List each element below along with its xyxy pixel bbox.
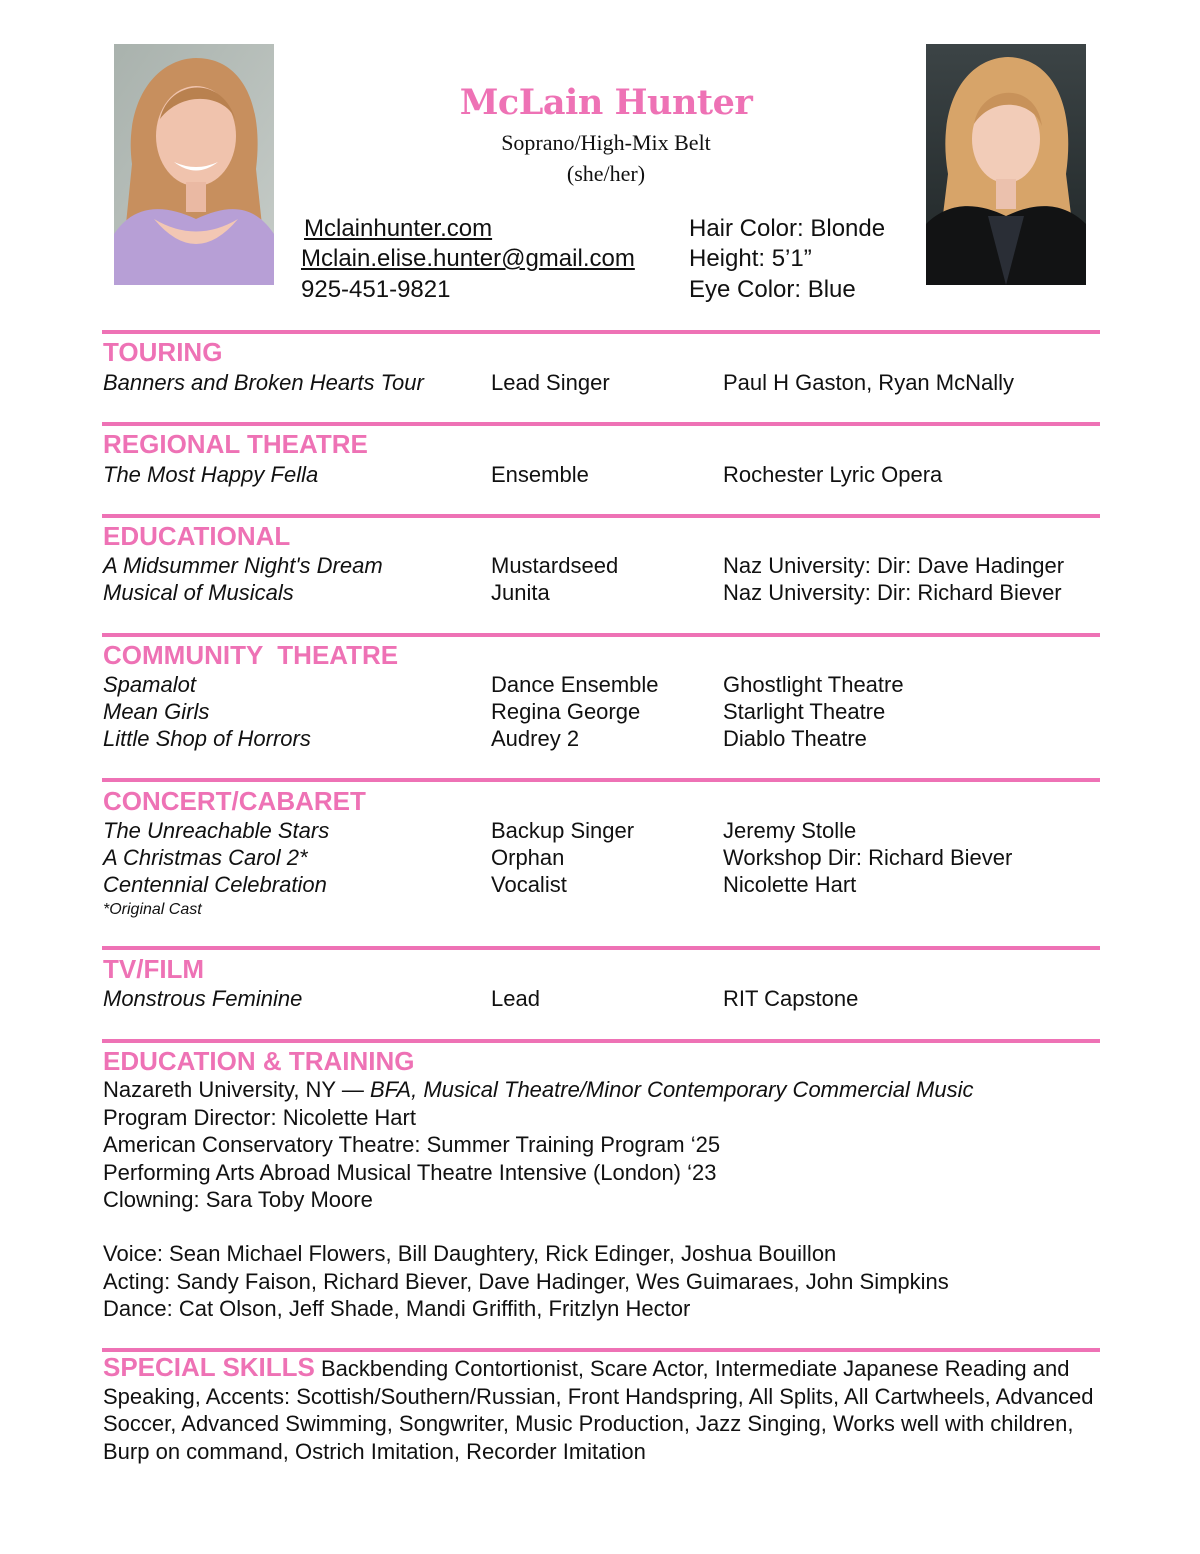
role: Junita xyxy=(491,580,550,605)
section-title-educational: EDUCATIONAL xyxy=(103,521,291,551)
section-title-tvfilm: TV/FILM xyxy=(103,954,205,984)
credit-row xyxy=(103,844,1103,871)
role: Dance Ensemble xyxy=(491,672,659,697)
show-title: The Unreachable Stars xyxy=(103,818,330,843)
section-title-community: COMMUNITY THEATRE xyxy=(103,640,399,670)
credit-row xyxy=(103,985,1103,1012)
voice-teachers: Voice: Sean Michael Flowers, Bill Daughtery, Rick Edinger, Joshua Bouillon xyxy=(103,1241,837,1266)
pronouns: (she/her) xyxy=(566,161,646,186)
section-divider xyxy=(102,633,1100,637)
email-link[interactable]: Mclain.elise.hunter@gmail.com xyxy=(301,245,635,272)
section-title-regional: REGIONAL THEATRE xyxy=(103,429,368,459)
original-cast-note: *Original Cast xyxy=(103,901,202,918)
section-divider xyxy=(102,330,1100,334)
show-title: A Midsummer Night's Dream xyxy=(103,553,383,578)
show-title: A Christmas Carol 2* xyxy=(103,845,308,870)
credit-row xyxy=(103,369,1103,396)
section-title-skills: SPECIAL SKILLS xyxy=(103,1352,315,1382)
role: Audrey 2 xyxy=(491,726,580,751)
voice-type: Soprano/High-Mix Belt xyxy=(501,130,711,155)
section-title-concert: CONCERT/CABARET xyxy=(103,786,366,816)
show-title: Little Shop of Horrors xyxy=(103,726,311,751)
credit-row xyxy=(103,552,1103,579)
credit-row xyxy=(103,461,1103,488)
show-title: Musical of Musicals xyxy=(103,580,294,605)
acting-teachers: Acting: Sandy Faison, Richard Biever, Dave Hadinger, Wes Guimaraes, John Simpkins xyxy=(103,1269,949,1294)
credit-row xyxy=(103,579,1103,606)
company: Starlight Theatre xyxy=(723,699,886,724)
school: Nazareth University, NY — xyxy=(103,1077,370,1102)
height: Height: 5’1” xyxy=(689,245,812,272)
role: Lead Singer xyxy=(491,370,610,395)
role: Ensemble xyxy=(491,462,589,487)
headshot-leather-jacket xyxy=(926,44,1086,285)
credit-row xyxy=(103,871,1103,898)
role: Vocalist xyxy=(491,872,567,897)
show-title: Mean Girls xyxy=(103,699,210,724)
eye-color: Eye Color: Blue xyxy=(689,276,856,303)
training-line: Program Director: Nicolette Hart xyxy=(103,1105,416,1130)
performer-name: McLain Hunter xyxy=(459,82,753,123)
section-divider xyxy=(102,514,1100,518)
show-title: Monstrous Feminine xyxy=(103,986,303,1011)
company: Naz University: Dir: Richard Biever xyxy=(723,580,1062,605)
hair-color: Hair Color: Blonde xyxy=(689,215,886,242)
role: Lead xyxy=(491,986,540,1011)
credit-row xyxy=(103,817,1103,844)
role: Regina George xyxy=(491,699,641,724)
credit-row xyxy=(103,671,1103,698)
role: Backup Singer xyxy=(491,818,635,843)
show-title: Centennial Celebration xyxy=(103,872,327,897)
company: Paul H Gaston, Ryan McNally xyxy=(723,370,1014,395)
show-title: The Most Happy Fella xyxy=(103,462,319,487)
company: Workshop Dir: Richard Biever xyxy=(723,845,1013,870)
show-title: Spamalot xyxy=(103,672,196,697)
credit-row xyxy=(103,725,1103,752)
section-divider xyxy=(102,1039,1100,1043)
company: Naz University: Dir: Dave Hadinger xyxy=(723,553,1065,578)
skills-text: Backbending Contortionist, Scare Actor, Intermediate Japanese Reading and Speaking, Accents: Scottish/Southern/Russian, Front Handspring, All Splits, All Cartwheels, Advanced Soccer, Advanced Swimming, Songwriter, Music Production, Jazz Singing, Works well with children, Burp on command, Ostrich Imitation, Recorder Imitation xyxy=(103,1356,1094,1464)
role: Mustardseed xyxy=(491,553,619,578)
training-line: Clowning: Sara Toby Moore xyxy=(103,1187,373,1212)
company: RIT Capstone xyxy=(723,986,859,1011)
degree-line xyxy=(103,1076,973,1104)
phone-number: 925-451-9821 xyxy=(301,276,451,303)
credit-row xyxy=(103,698,1103,725)
company: Jeremy Stolle xyxy=(723,818,857,843)
degree: BFA, Musical Theatre/Minor Contemporary Commercial Music xyxy=(369,1077,974,1102)
section-divider xyxy=(102,422,1100,426)
company: Diablo Theatre xyxy=(723,726,867,751)
website-link[interactable]: Mclainhunter.com xyxy=(304,215,493,242)
dance-teachers: Dance: Cat Olson, Jeff Shade, Mandi Griffith, Fritzlyn Hector xyxy=(103,1296,691,1321)
company: Nicolette Hart xyxy=(723,872,857,897)
company: Rochester Lyric Opera xyxy=(723,462,943,487)
role: Orphan xyxy=(491,845,565,870)
special-skills xyxy=(103,1354,1113,1465)
section-title-touring: TOURING xyxy=(103,337,223,367)
training-line: Performing Arts Abroad Musical Theatre Intensive (London) ‘23 xyxy=(103,1160,717,1185)
training-line: American Conservatory Theatre: Summer Training Program ‘25 xyxy=(103,1132,721,1157)
section-divider xyxy=(102,778,1100,782)
section-divider xyxy=(102,946,1100,950)
company: Ghostlight Theatre xyxy=(723,672,904,697)
show-title: Banners and Broken Hearts Tour xyxy=(103,370,424,395)
section-title-education: EDUCATION & TRAINING xyxy=(103,1046,415,1076)
headshot-smiling xyxy=(114,44,274,285)
